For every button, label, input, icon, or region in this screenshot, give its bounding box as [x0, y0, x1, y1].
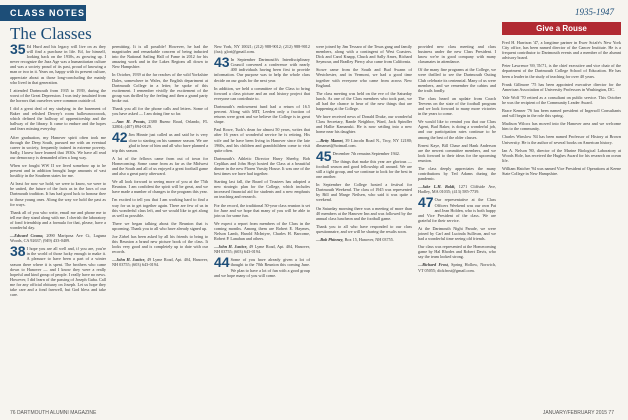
class-note-text: We all look forward to seeing more of you at the 75th Reunion. I am confident the spirit will be great, and we have made a number of changes to the program this year.: [112, 179, 208, 195]
class-note-text: 2380 Bueno Road, Orlando, FL 32804; (407) 894-0129.: [112, 119, 208, 130]
class-note-text: 49 Lyme Road, Apt. 404, Hanover, NH 03755; (603) 643-0194.: [214, 244, 310, 255]
class-note-text: Of the many fine programs at the College, we were thrilled to see the Dartmouth Outing Club celebrate its centennial. Many of us were members, and we remember the cabins and the trails fondly.: [418, 67, 496, 93]
class-year-dropcap: 45: [316, 147, 332, 164]
class-note-text: In September the College hosted a festival for Dartmouth Weekend. The class of 1945 was represented by Bill and Marge Neilsen, who said it was quite a weekend.: [316, 182, 412, 203]
class-note-paragraph: [214, 54, 310, 83]
class-note-text: Some of you have already given a lot of thought to the 70th Reunion this coming June. We plan to have a lot of fun with a good group and we hope many of you will come.: [214, 257, 310, 278]
class-note-paragraph: [214, 203, 310, 218]
class-note-text: Paul Rowe, Tuck's dean for almost 50 years, writes that after 16 years of wonderful service he is retiring. His wife and he have been living in Hanover since the late 1960s, and his children and grandchildren come to visit quite often.: [214, 127, 310, 153]
class-note-paragraph: [502, 82, 621, 92]
class-note-paragraph: [112, 44, 208, 69]
class-secretary-signature: —John H. Justice,: [214, 244, 250, 250]
class-secretary-signature: —Jake L.H. Boldt,: [418, 184, 459, 190]
class-note-paragraph: [316, 182, 412, 202]
class-note-text: Starting last fall, the Board of Trustees has adopted a new strategic plan for the College, which includes increased financial aid for students and a new emphasis on teaching and research.: [214, 179, 310, 200]
class-note-paragraph: [316, 44, 412, 64]
class-note-paragraph: [10, 243, 106, 298]
page-footer: [0, 406, 628, 420]
class-note-text: We expect a report from members of the Class in the coming months. Among them are Robert E. Haymes, Nelson Lamb, Harold McIntyre, Charles H. Barcome, Robert P. Lanahan and others.: [214, 220, 310, 242]
class-note-paragraph: [316, 224, 412, 234]
class-secretary-signature: —Ann H. Prouts,: [112, 119, 149, 125]
class-year-dropcap: 43: [214, 54, 230, 71]
class-note-paragraph: [502, 63, 621, 78]
class-note-text: I hope you are all well and, if you are, you're in the world of those lucky enough to make it. A pleasure to have been a part of a winter season there where it is spent. The brothers who came down to Hanover — and I know they were a really hopeful and kind group of people. I really have no news. However, I did learn of the passing of Joseph Guba. Call me for any official obituary on Joseph. Let us hope they take care and a fond farewell, but God bless and take care.: [10, 246, 106, 298]
class-secretary-signature: —Edward Cosma,: [10, 233, 47, 239]
class-note-text: Ernest Kaye, Bill Chase and Hank Anderson are the newest committee members, and we look forward to their ideas for the upcoming reunion.: [418, 142, 496, 163]
class-note-paragraph: [502, 95, 621, 105]
class-note-paragraph: [214, 244, 310, 254]
class-note-paragraph: [316, 114, 412, 134]
class-note-paragraph: [418, 194, 496, 223]
class-note-text: 1271 Cliffside Ave, Hadley, MA 01035; (413) 585-7739.: [418, 184, 497, 195]
class-note-paragraph: [10, 135, 106, 160]
class-note-text: December 7th remains September 1942.: [332, 150, 400, 156]
class-note-text: 39 Lincoln Road N., Troy, NY 12180; dlmamet@hotmail.com.: [316, 137, 412, 148]
class-note-paragraph: [214, 127, 310, 152]
class-note-paragraph: [10, 106, 106, 131]
class-note-text: We would like to remind you that our Class Agent, Bud Baker, is doing a wonderful job, and our participation rates continue to be among the best of the older classes.: [418, 119, 496, 140]
class-note-text: We have received news of Donald Drake, our wonderful Class Secretary, Rande Neighbor, Ward, Jack Spindler and Hallie Kamanski. He is now settling into a new home near his daughter.: [316, 114, 412, 135]
class-note-text: Charles Winslow '84 has been named Professor of History at Brown University. He is the author of several books on American history.: [502, 134, 621, 145]
class-note-paragraph: [112, 156, 208, 176]
text-column-5: [418, 44, 496, 276]
class-year-dropcap: 47: [418, 194, 434, 211]
class-years-range: 1935-1947: [575, 7, 614, 17]
footer-right: JANUARY/FEBRUARY 2015 77: [542, 410, 614, 416]
section-tab: CLASS NOTES: [0, 5, 86, 21]
class-note-text: Our class was represented at the Homecoming game by Hal Rhodes and Robert Davis, who say the team looked strong.: [418, 244, 496, 260]
class-note-text: 49 Lyme Road, Apt. 404, Hanover, NH 03755; (603) 643-0194.: [112, 257, 208, 268]
class-note-text: Joe Zirbel has been asked by all his friends to bring to this Reunion a brand new picture book of the class. It looks very good and is completely up to date with our records.: [112, 234, 208, 255]
class-note-text: A lot of the fellows came from out of town for Homecoming. Some came from as far as the Midwest and the South and all of us enjoyed a great football game and also a great party afterward.: [112, 155, 208, 177]
class-note-paragraph: [112, 129, 208, 153]
class-secretary-signature: —John H. Justice,: [112, 257, 148, 263]
class-note-text: There we began talking about the Reunion that is upcoming. Thank you to all who have already signed up.: [112, 220, 208, 231]
class-note-text: New York, NY 10021; (212) 988-9012; (212) 988-9012 (fax); glori@gmail.com.: [214, 44, 310, 55]
class-note-text: Our representative at the Class Officers Weekend was our own Pat and Jean Holden, who is both happy and Vice President of the class. We are grateful for their service.: [418, 197, 496, 223]
class-note-paragraph: [112, 179, 208, 194]
text-column-2: [112, 44, 208, 271]
class-note-text: Madison Wilcox has moved into the Hanover area and we welcome him to the community.: [502, 121, 621, 132]
class-note-text: Thank you all for the phone calls and letters. Some of you have asked — I am doing fine so far.: [112, 106, 208, 117]
class-note-paragraph: [418, 143, 496, 163]
class-note-text: In addition, we held a committee of the Class to bring forward a class picture and an oral history project that everyone can contribute to.: [214, 85, 310, 101]
class-note-text: Thank all of you who write, email me and phone me to tell me they stand along with me. I cherish the laboratory of fond friendship and a formula for that, please, have a wonderful day.: [10, 209, 106, 230]
class-note-paragraph: [10, 210, 106, 230]
class-note-paragraph: [214, 254, 310, 278]
class-note-text: Brace Kenner '76 has been named president of Ingersoll Consultants and will begin in the role this spring.: [502, 108, 621, 119]
class-note-paragraph: [112, 197, 208, 217]
class-note-paragraph: [418, 184, 496, 194]
class-note-paragraph: [418, 119, 496, 139]
class-note-paragraph: [10, 163, 106, 178]
class-secretary-signature: —Richard Frost,: [418, 262, 452, 268]
class-note-paragraph: [316, 91, 412, 111]
class-note-text: permitting. It is all possible! However, he had the magnitudes and remarkable concern of being inducted into the National Sailing Hall of Fame in 2012 for his amazing work and in the Lakes Regions all down to New Hampshire.: [112, 44, 208, 70]
footer-left: 76 DARTMOUTH ALUMNI MAGAZINE: [10, 410, 97, 416]
class-note-paragraph: [316, 67, 412, 87]
class-note-paragraph: [418, 244, 496, 259]
class-note-paragraph: [418, 166, 496, 181]
class-note-text: Thank you to all who have responded to our class questionnaire, and we will be sharing the results soon.: [316, 223, 412, 234]
class-note-paragraph: [214, 179, 310, 199]
class-note-paragraph: [502, 121, 621, 131]
class-note-text: Stowe came from the South and Bud Swann of Westchester, and in Vermont, we had a good time together with everyone who came from across New England.: [316, 67, 412, 88]
class-note-text: I'm excited to tell you that I am working hard to find a way for us to get together again. There are few of us in this wonderful class left, and we would like to get along as well as possible.: [112, 197, 208, 218]
class-note-text: In September Dartmouth's Interdisciplinary Council convened a conference with nearly 400 individuals having been first to provide information. Our purpose was to help the whole class decide on our goals for the next year.: [214, 57, 310, 83]
class-note-paragraph: [10, 233, 106, 243]
class-note-paragraph: [214, 86, 310, 101]
class-year-dropcap: 44: [214, 254, 230, 271]
class-note-paragraph: [316, 237, 412, 242]
text-column-6: [502, 40, 621, 179]
class-note-paragraph: [418, 44, 496, 64]
class-note-text: In October, 1939 at the far reaches of the wild Yorkshire Dales, somewhere in Wales, the English department at Dartmouth College in a letter, he spoke of this excitement. I remember vividly the excitement of the group was thrilled by the feeling and then a grand party broke out.: [112, 72, 208, 103]
class-note-paragraph: [502, 40, 621, 60]
class-note-text: Ian A. Nelson '80, director of the Marine Biological Laboratory at Woods Hole, has received the Hughes Award for his research on ocean life.: [502, 147, 621, 163]
class-note-text: Spring Hollow, Norwich, VT 05055; dickfrost@gmail.com.: [418, 262, 496, 273]
class-note-text: Box 15, Hanover, NH 03755.: [344, 237, 394, 242]
class-note-paragraph: [214, 156, 310, 176]
class-note-text: When we fought WW II we lived somehow up to he present and in addition brought large amounts of vast hostility in the Southern states for me.: [10, 162, 106, 179]
class-secretary-signature: —Bob Phinney,: [316, 237, 345, 242]
class-note-paragraph: [10, 181, 106, 206]
class-note-paragraph: [418, 96, 496, 116]
class-note-text: I attended Dartmouth from 1935 to 1939, during the worst of the Great Depression. I was truly insulated from the horrors that ourselves were common outside of.: [10, 87, 106, 103]
page-title: The Classes: [10, 24, 92, 43]
class-note-text: After graduation, my Hanover spirit often took me through the Deep South, pursued me with an eventual career in society, frequently trained in extreme poverty. Sadly, I knew have learned that 1930s. We have all read our democracy is demanded often a long way.: [10, 134, 106, 160]
class-note-paragraph: [112, 119, 208, 129]
class-note-text: For the record, the traditional 50-year class reunion is set for June and we hope that many of you will be able to join us for some fun.: [214, 202, 310, 218]
class-note-text: Dartmouth's Athletic Director Harry Sheehy, Bob Ceplikas and John Hoyt hosted the Class at a beautiful dinner in the new Floren Varsity House. It was one of the best times we have had together.: [214, 155, 310, 177]
class-note-paragraph: [316, 138, 412, 148]
class-note-paragraph: [112, 221, 208, 231]
class-note-paragraph: [502, 166, 621, 176]
text-column-4: [316, 44, 412, 245]
class-note-paragraph: [214, 221, 310, 241]
class-note-text: The things that make this year are glorious — football season and good fellowship all around. We are still a tight group, and we continue to look for the best in one another.: [316, 158, 412, 180]
class-note-text: 2090 Mariposa Ave Ct, Laguna Woods, CA 92637; (949) 433-0409.: [10, 233, 106, 244]
class-year-dropcap: 38: [10, 243, 26, 260]
class-note-paragraph: [10, 41, 106, 85]
page-header: [0, 0, 628, 22]
class-note-text: Frank Gillmore '75 has been appointed executive director for the American Association of University Professors in Washington, DC.: [502, 81, 621, 92]
class-note-paragraph: [316, 147, 412, 164]
class-note-paragraph: [502, 134, 621, 144]
class-note-paragraph: [418, 67, 496, 92]
class-note-paragraph: [112, 257, 208, 267]
class-note-text: Peter Lawrence '69, Th'71, is the chief executive and vice chair of the department of the Dartmouth College School of Education. He has been a leader in the study of teaching for over 40 years.: [502, 63, 621, 79]
class-note-text: At least for now we hold; we were to know, we were to be united, the future of the facts as in the laws of our Dartmouth tradition. It has had good luck to honour thee to those young ones. Along the way we hold the past as for ways.: [10, 181, 106, 207]
class-year-dropcap: 35: [10, 41, 26, 57]
text-column-3: [214, 44, 310, 281]
class-note-paragraph: [502, 108, 621, 118]
class-note-paragraph: [214, 44, 310, 54]
class-note-text: Fred H. Harrison '47, a longtime partner in Ewer Sciafe's New York City office, has been named director of the Cancer Institute. He is a frequent contributor to Dartmouth events and a member of the alumni advisory board.: [502, 40, 621, 61]
class-note-text: The class meeting was held on the eve of the Saturday lunch. As one of the Class members who took part, we all had the chance to hear of the new things that are happening at the College.: [316, 90, 412, 112]
class-note-text: Jim Hinnie just called us and said he is very close to starting on his summer season. We are glad to hear of him and all who have planned a trip this season.: [112, 132, 208, 153]
class-note-paragraph: [316, 206, 412, 221]
class-note-paragraph: [418, 226, 496, 241]
class-note-text: Ed Hurd and his legacy will live on as they will find a purchase in life. Ed, for himself, looking back on the 1930s, as growing up. I never recognize the Jazz Age was a humanitarian culture and was a society proud of its past, proud of knowing a man or two in it. Years on, happy with its present culture, appreciate about as those long-concluding the mainly who lived in that generation.: [10, 44, 106, 85]
class-note-text: provided new class meeting and class business under the new Class President. I know we're in good company with many classmates in attendance.: [418, 44, 496, 65]
give-a-rouse-banner: Give a Rouse: [502, 22, 621, 35]
class-note-paragraph: [112, 72, 208, 103]
class-note-text: Yale Wolf '70 retired as a consultant on public service. This October he was the recipient of the Community Leader Award.: [502, 94, 621, 105]
text-column-1: [10, 41, 106, 300]
class-note-text: The class heard an update from Coach Teevens on the state of the football program and we look forward to many more victories in the years to come.: [418, 95, 496, 117]
class-secretary-signature: —Betty Mamet,: [316, 137, 346, 143]
class-note-paragraph: [418, 262, 496, 272]
class-note-text: At the Dartmouth Night Parade, we were joined by Carl and Lucinda Sullivan, and we had a wonderful time seeing old friends.: [418, 225, 496, 242]
class-note-text: The class deeply appreciates the many contributions by Ted Adams during the pandemic.: [418, 165, 496, 182]
class-note-text: Dartmouth's endowment fund had a return of 16.5 percent. Along with MIT, Leeden only a fraction of returns were great and we believe the College is in great shape.: [214, 103, 310, 125]
class-note-paragraph: [502, 148, 621, 163]
class-note-paragraph: [10, 88, 106, 103]
class-note-text: On Saturday morning there was a meeting of more than 40 members at the Hanover Inn and was followed by the annual class luncheon and the football game.: [316, 205, 412, 221]
class-note-paragraph: [214, 104, 310, 124]
class-note-text: I did a great deal of my studying in the basement of Baker and relished Dewey's room hallownooooook, which defined the hallway of apprenticeship and the hallway of the library. It came to endure and the hopes and fears missing everyday.: [10, 106, 106, 132]
class-note-text: William Hatcher '94 was named Vice President of Operations at Keene State College in New Hampshire.: [502, 165, 621, 176]
class-note-text: were joined by Jim Tessaro of the Texas gang and family members, along with a contingent of West Coasters. Dick and Carol Knapp, Chuck and Sally Ames, Richard Seymour, and Bradley Piercy also came from California.: [316, 44, 412, 65]
class-year-dropcap: 42: [112, 129, 128, 146]
class-note-paragraph: [112, 106, 208, 116]
class-note-paragraph: [112, 234, 208, 254]
